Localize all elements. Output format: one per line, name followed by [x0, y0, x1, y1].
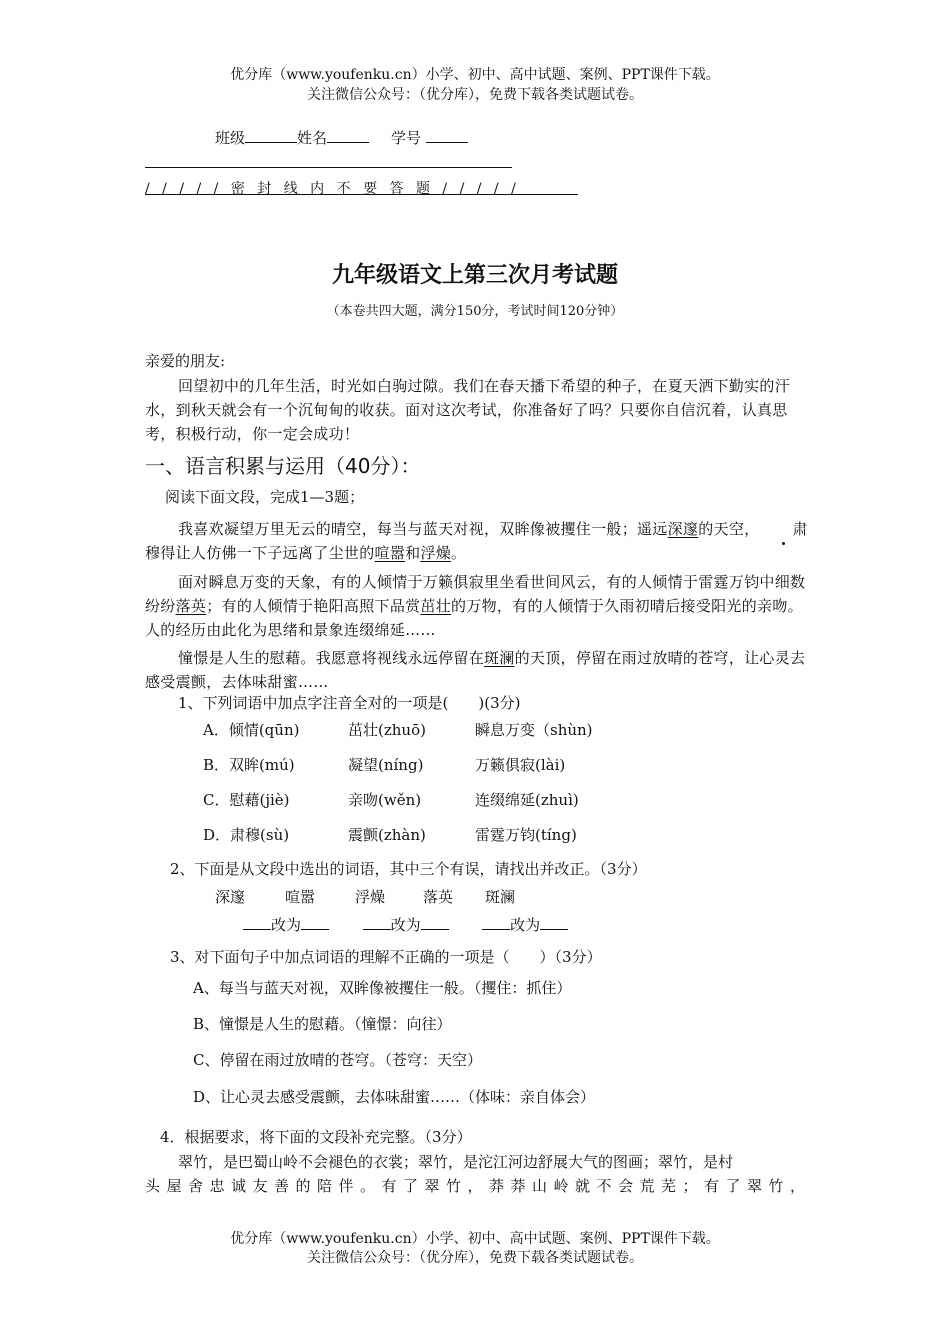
passage-paragraph-1: [145, 517, 810, 565]
p1-word-1: 深邃: [667, 520, 699, 538]
p2-text-c: 的万物，有的人倾情于久雨初晴后接受阳光的亲吻。人的经历由此化为思绪和景象连缀绵延……: [145, 597, 803, 639]
header-line-1: 优分库（www.youfenku.cn）小学、初中、高中试题、案例、PPT课件下载。: [230, 67, 720, 83]
p1-word-2: 喧嚣: [374, 544, 406, 562]
q2-word-list: [215, 886, 515, 907]
p1-text-e: 和: [405, 544, 421, 562]
q2-word: 深邃: [215, 888, 246, 906]
header-line-2: 关注微信公众号：（优分库），免费下载各类试题试卷。: [307, 87, 643, 103]
p2-word-1: 落英: [175, 597, 207, 615]
q1-stem: 1、下列词语中加点字注音全对的一项是( )(3分): [178, 694, 521, 712]
p1-text-a: 我喜欢凝望万里无云的晴空，每当与蓝天对视，双眸像被攫住一般；遥远: [178, 520, 668, 538]
q2-blank[interactable]: [421, 915, 449, 930]
q2-stem: 2、下面是从文段中选出的词语，其中三个有误，请找出并改正。（3分）: [170, 860, 647, 878]
class-label: 班级: [215, 129, 246, 147]
p3-text-a: 憧憬是人生的慰藉。我愿意将视线永远停留在: [178, 649, 485, 667]
name-blank[interactable]: [327, 128, 369, 143]
id-label: 学号: [391, 129, 422, 147]
exam-subtitle: （本卷共四大题，满分150分，考试时间120分钟）: [326, 304, 624, 319]
class-blank[interactable]: [245, 128, 297, 143]
q2-blank[interactable]: [482, 915, 510, 930]
passage-paragraph-2: [145, 570, 810, 642]
section-1-instruction: 阅读下面文段，完成1—3题；: [165, 488, 365, 506]
student-info: [215, 127, 468, 148]
p3-word-1: 斑澜: [484, 649, 515, 667]
passage-paragraph-3: [145, 646, 810, 694]
q2-correction-label: 改为: [390, 916, 421, 934]
q3-stem: 3、对下面句子中加点词语的理解不正确的一项是（ ）（3分）: [170, 948, 602, 966]
q2-word: 浮燥: [355, 888, 386, 906]
q1-option-c[interactable]: C．慰藉(jiè) 亲吻(wěn) 连缀绵延(zhuì): [203, 791, 579, 809]
name-label: 姓名: [297, 129, 328, 147]
q2-word: 斑澜: [485, 888, 516, 906]
q2-blank[interactable]: [243, 915, 271, 930]
p3-text-b: 的天顶，停留在雨过放晴的苍穹，让心灵去感受震颤，去体味甜蜜……: [145, 649, 806, 691]
q2-word: 喧嚣: [285, 888, 316, 906]
p1-text-d: 穆得让人仿佛一下子远离了尘世的: [145, 544, 375, 562]
id-blank[interactable]: [426, 128, 468, 143]
q2-correction-label: 改为: [510, 916, 541, 934]
p1-text-b: 的天空，: [698, 520, 760, 538]
footer-line-1: 优分库（www.youfenku.cn）小学、初中、高中试题、案例、PPT课件下载。: [230, 1231, 720, 1247]
p1-text-f: 。: [451, 544, 467, 562]
greeting-message: 回望初中的几年生活，时光如白驹过隙。我们在春天播下希望的种子，在夏天洒下勤实的汗水，到秋天就会有一个沉甸甸的收获。面对这次考试，你准备好了吗？只要你自信沉着，认真思考，积极行动，你一定会成功！: [145, 377, 791, 443]
q1-option-b[interactable]: B．双眸(mú) 凝望(níng) 万籁俱寂(lài): [203, 756, 566, 774]
p2-text-b: ；有的人倾情于艳阳高照下品赏: [206, 597, 421, 615]
q4-stem: 4．根据要求，将下面的文段补充完整。（3分）: [160, 1128, 472, 1146]
q2-blank[interactable]: [301, 915, 329, 930]
q1-option-d[interactable]: D．肃穆(sù) 震颤(zhàn) 雷霆万钧(tíng): [203, 826, 577, 844]
seal-line-rule: [145, 194, 578, 195]
q3-option-b[interactable]: B、憧憬是人生的慰藉。（憧憬：向往）: [193, 1015, 452, 1033]
section-1-title: 一、语言积累与运用（40分）：: [145, 454, 421, 478]
p1-word-3: 浮燥: [420, 544, 452, 562]
seal-line-text: / / / / / 密 封 线 内 不 要 答 题 / / / / /: [145, 181, 520, 197]
exam-title: 九年级语文上第三次月考试题: [331, 263, 618, 288]
footer-line-2: 关注微信公众号：（优分库），免费下载各类试题试卷。: [307, 1250, 643, 1266]
p2-word-2: 茁壮: [420, 597, 452, 615]
p2-text-a: 面对瞬息万变的天象，有的人倾情于万籁俱寂里坐看世间风云，有的人倾情于雷霆万钧中细数纷纷: [145, 573, 806, 615]
q2-answer-row: [243, 914, 568, 935]
q2-blank[interactable]: [540, 915, 568, 930]
q3-option-c[interactable]: C、停留在雨过放晴的苍穹。（苍穹：天空）: [193, 1051, 482, 1069]
p1-dotted-char: 肃: [759, 517, 807, 541]
q2-correction-label: 改为: [271, 916, 302, 934]
q2-blank[interactable]: [363, 915, 391, 930]
q4-text-line-2: 头屋舍忠诚友善的陪伴。有了翠竹，莽莽山岭就不会荒芜；有了翠竹，: [145, 1177, 805, 1195]
greeting-salutation: 亲爱的朋友:: [145, 352, 226, 370]
q3-option-a[interactable]: A、每当与蓝天对视，双眸像被攫住一般。（攫住：抓住）: [193, 979, 572, 997]
q1-option-a[interactable]: A．倾情(qūn) 茁壮(zhuō) 瞬息万变（shùn): [203, 721, 593, 739]
q2-word: 落英: [423, 888, 454, 906]
divider-line: [145, 167, 512, 168]
q3-option-d[interactable]: D、让心灵去感受震颤，去体味甜蜜……（体味：亲自体会）: [193, 1088, 596, 1106]
q4-text-line-1: 翠竹，是巴蜀山岭不会褪色的衣裳；翠竹，是沱江河边舒展大气的图画；翠竹，是村: [178, 1153, 734, 1171]
